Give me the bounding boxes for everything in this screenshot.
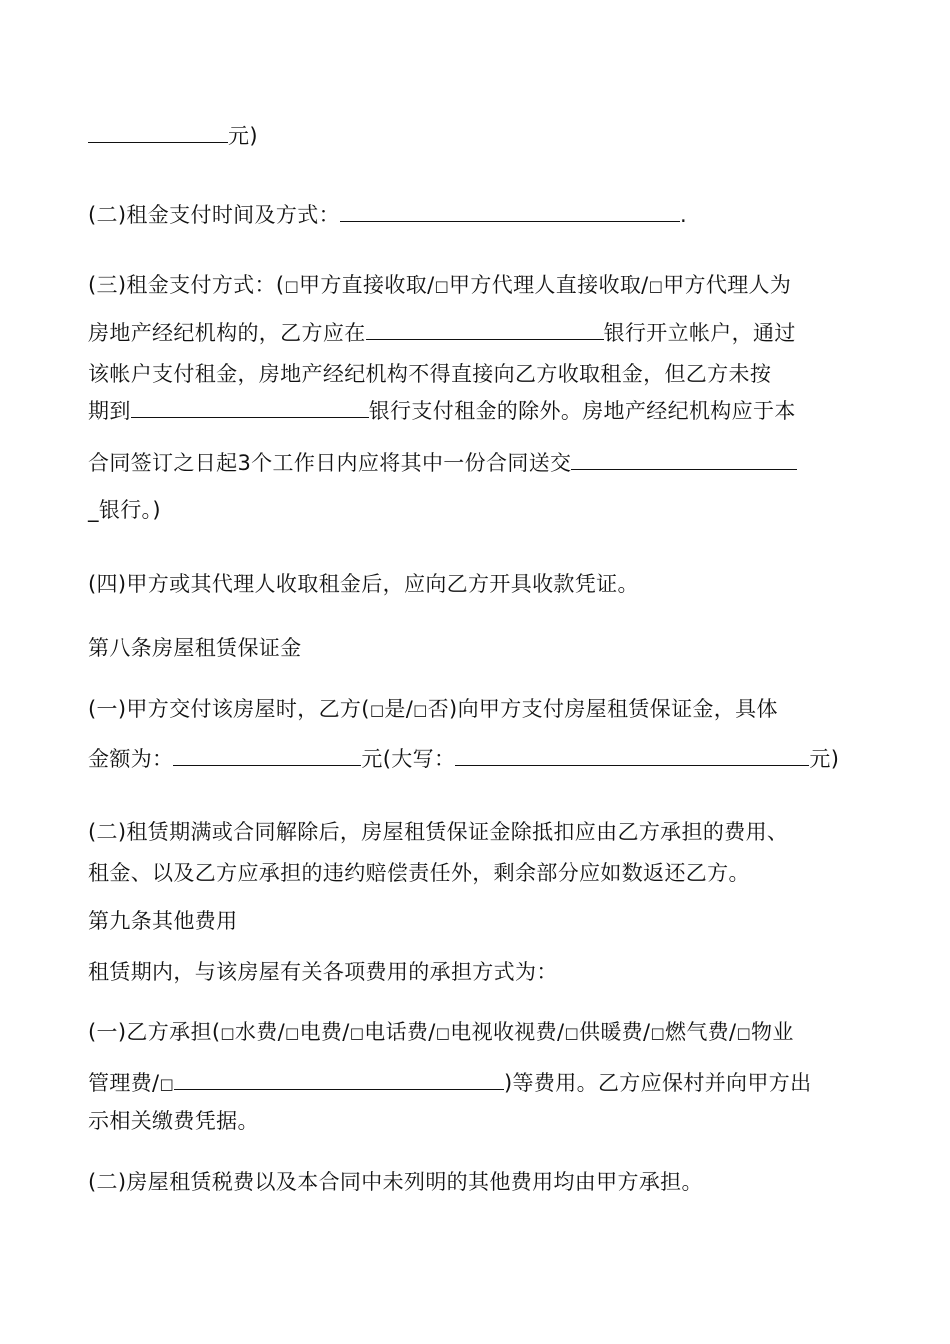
line-17: (一)乙方承担(□水费/□电费/□电话费/□电视收视费/□供暖费/□燃气费/□物业 [88, 1020, 794, 1044]
line-8: _银行。) [88, 498, 161, 522]
line-5: 该帐户支付租金，房地产经纪机构不得直接向乙方收取租金，但乙方未按 [88, 362, 772, 386]
line-6: 期到 银行支付租金的除外。房地产经纪机构应于本 [88, 399, 796, 423]
line-3: (三)租金支付方式：(□甲方直接收取/□甲方代理人直接收取/□甲方代理人为 [88, 273, 792, 297]
line-9: (四)甲方或其代理人收取租金后，应向乙方开具收款凭证。 [88, 572, 639, 596]
section-heading-8: 第八条房屋租赁保证金 [88, 636, 302, 660]
line-19: 示相关缴费凭据。 [88, 1109, 259, 1133]
line-12: 金额为： 元(大写： 元) [88, 747, 840, 771]
line-1: 元) [88, 121, 258, 151]
blank-field [131, 397, 369, 418]
checkbox-icon: □ [369, 701, 385, 719]
blank-field [366, 319, 604, 340]
blank-field [173, 745, 361, 766]
checkbox-icon: □ [648, 277, 664, 295]
checkbox-icon: □ [435, 1024, 451, 1042]
blank-field [88, 122, 228, 143]
checkbox-icon: □ [650, 1024, 665, 1042]
blank-field [174, 1069, 504, 1090]
checkbox-icon: □ [434, 277, 450, 295]
section-heading-9: 第九条其他费用 [88, 909, 238, 933]
line-4: 房地产经纪机构的，乙方应在 银行开立帐户，通过 [88, 321, 796, 345]
checkbox-icon: □ [413, 701, 428, 719]
checkbox-icon: □ [284, 277, 299, 295]
checkbox-icon: □ [736, 1024, 751, 1042]
line-14: 租金、以及乙方应承担的违约赔偿责任外，剩余部分应如数返还乙方。 [88, 861, 750, 885]
blank-field [340, 201, 680, 222]
line-20: (二)房屋租赁税费以及本合同中未列明的其他费用均由甲方承担。 [88, 1170, 703, 1194]
line-2: (二)租金支付时间及方式： . [88, 203, 687, 227]
line-7: 合同签订之日起3个工作日内应将其中一份合同送交 [88, 448, 797, 478]
line-18: 管理费/□ )等费用。乙方应保村并向甲方出 [88, 1071, 812, 1095]
checkbox-icon: □ [564, 1024, 579, 1042]
blank-field [455, 745, 809, 766]
checkbox-icon: □ [349, 1024, 365, 1042]
blank-field [571, 449, 797, 470]
checkbox-icon: □ [159, 1075, 175, 1093]
line-13: (二)租赁期满或合同解除后，房屋租赁保证金除抵扣应由乙方承担的费用、 [88, 820, 789, 844]
line-11: (一)甲方交付该房屋时，乙方(□是/□否)向甲方支付房屋租赁保证金，具体 [88, 697, 778, 721]
checkbox-icon: □ [220, 1024, 235, 1042]
checkbox-icon: □ [285, 1024, 300, 1042]
line-16: 租赁期内，与该房屋有关各项费用的承担方式为： [88, 960, 558, 984]
